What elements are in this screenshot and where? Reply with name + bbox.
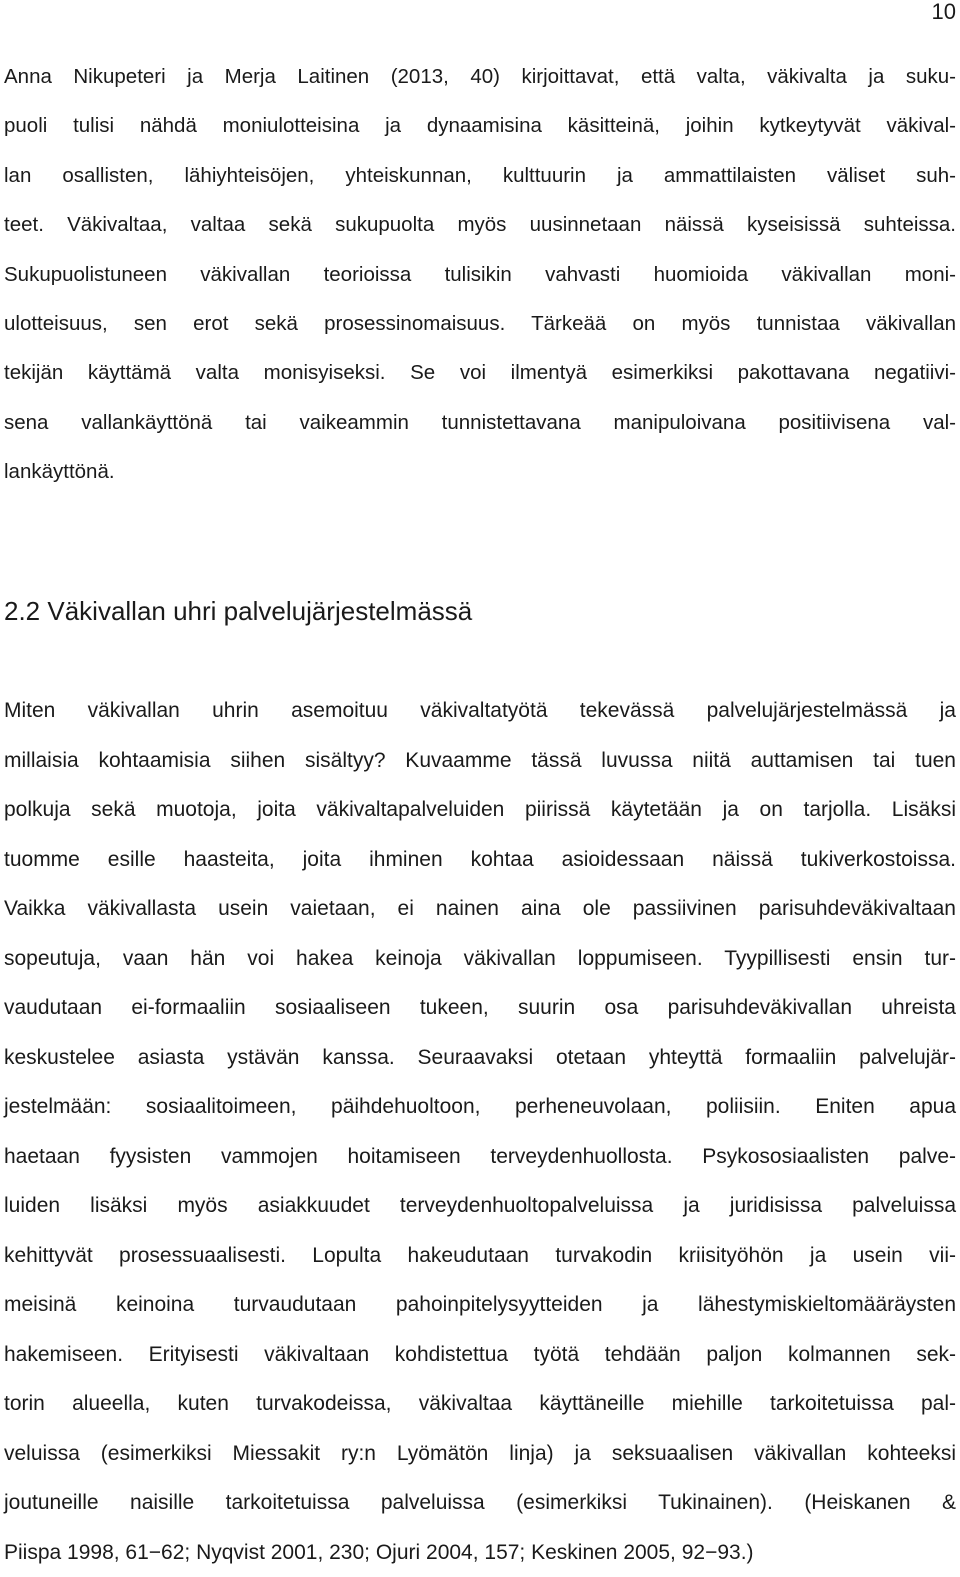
text-line: ulotteisuus, sen erot sekä prosessinomaisuus. Tärkeää on myös tunnistaa väkivallan — [4, 299, 956, 348]
text-line: tekijän käyttämä valta monisyiseksi. Se voi ilmentyä esimerkiksi pakottavana negatiivi- — [4, 348, 956, 397]
text-line: lankäyttönä. — [4, 447, 956, 496]
text-line: sopeutuja, vaan hän voi hakea keinoja väkivallan loppumiseen. Tyypillisesti ensin tur- — [4, 934, 956, 984]
text-line: kehittyvät prosessuaalisesti. Lopulta hakeudutaan turvakodin kriisityöhön ja usein vii- — [4, 1231, 956, 1281]
text-line: vaudutaan ei-formaaliin sosiaaliseen tukeen, suurin osa parisuhdeväkivallan uhreista — [4, 983, 956, 1033]
text-line: puoli tulisi nähdä moniulotteisina ja dynaamisina käsitteinä, joihin kytkeytyvät väkival- — [4, 101, 956, 150]
body-paragraph-1 — [4, 52, 956, 497]
text-line: millaisia kohtaamisia siihen sisältyy? Kuvaamme tässä luvussa niitä auttamisen tai tuen — [4, 736, 956, 786]
text-line: luiden lisäksi myös asiakkuudet terveydenhuoltopalveluissa ja juridisissa palveluissa — [4, 1181, 956, 1231]
page-number: 10 — [932, 0, 956, 24]
text-line: joutuneille naisille tarkoitetuissa palveluissa (esimerkiksi Tukinainen). (Heiskanen & — [4, 1478, 956, 1528]
text-line: torin alueella, kuten turvakodeissa, väkivaltaa käyttäneille miehille tarkoitetuissa pal- — [4, 1379, 956, 1429]
text-line: haetaan fyysisten vammojen hoitamiseen terveydenhuollosta. Psykososiaalisten palve- — [4, 1132, 956, 1182]
text-line: Vaikka väkivallasta usein vaietaan, ei nainen aina ole passiivinen parisuhdeväkivaltaan — [4, 884, 956, 934]
text-line: hakemiseen. Erityisesti väkivaltaan kohdistettua työtä tehdään paljon kolmannen sek- — [4, 1330, 956, 1380]
text-line: jestelmään: sosiaalitoimeen, päihdehuoltoon, perheneuvolaan, poliisiin. Eniten apua — [4, 1082, 956, 1132]
text-line: teet. Väkivaltaa, valtaa sekä sukupuolta myös uusinnetaan näissä kyseisissä suhteissa. — [4, 200, 956, 249]
text-line: Sukupuolistuneen väkivallan teorioissa tulisikin vahvasti huomioida väkivallan moni- — [4, 250, 956, 299]
text-line: Miten väkivallan uhrin asemoituu väkivaltatyötä tekevässä palvelujärjestelmässä ja — [4, 686, 956, 736]
text-line: Piispa 1998, 61−62; Nyqvist 2001, 230; Ojuri 2004, 157; Keskinen 2005, 92−93.) — [4, 1528, 956, 1577]
text-line: tuomme esille haasteita, joita ihminen kohtaa asioidessaan näissä tukiverkostoissa. — [4, 835, 956, 885]
text-line: veluissa (esimerkiksi Miessakit ry:n Lyömätön linja) ja seksuaalisen väkivallan kohteeksi — [4, 1429, 956, 1479]
text-line: keskustelee asiasta ystävän kanssa. Seuraavaksi otetaan yhteyttä formaaliin palvelujär- — [4, 1033, 956, 1083]
text-line: lan osallisten, lähiyhteisöjen, yhteiskunnan, kulttuurin ja ammattilaisten väliset suh- — [4, 151, 956, 200]
text-line: sena vallankäyttönä tai vaikeammin tunnistettavana manipuloivana positiivisena val- — [4, 398, 956, 447]
text-line: Anna Nikupeteri ja Merja Laitinen (2013, 40) kirjoittavat, että valta, väkivalta ja suku- — [4, 52, 956, 101]
text-line: meisinä keinoina turvaudutaan pahoinpitelysyytteiden ja lähestymiskieltomääräysten — [4, 1280, 956, 1330]
section-heading: 2.2 Väkivallan uhri palvelujärjestelmässä — [4, 586, 472, 636]
body-paragraph-2 — [4, 686, 956, 1577]
text-line: polkuja sekä muotoja, joita väkivaltapalveluiden piirissä käytetään ja on tarjolla. Lisäksi — [4, 785, 956, 835]
